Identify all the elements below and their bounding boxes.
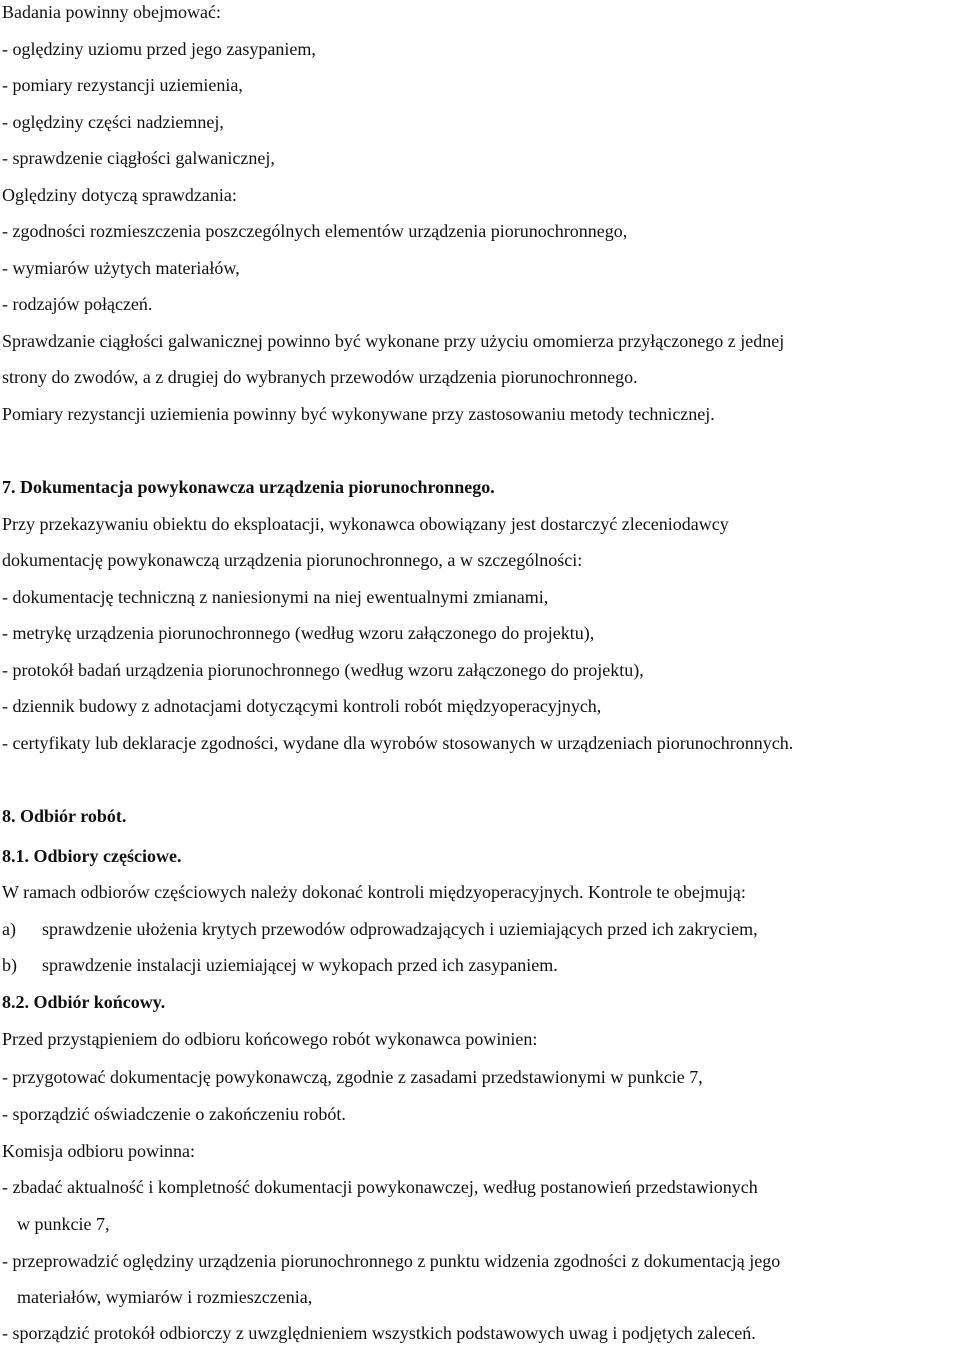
inspection-item: - wymiarów użytych materiałów, xyxy=(2,258,240,278)
commission-item: - sporządzić protokół odbiorczy z uwzględnieniem wszystkich podstawowych uwag i podjętych zaleceń. xyxy=(2,1323,756,1343)
resistance-paragraph: Pomiary rezystancji uziemienia powinny być wykonywane przy zastosowaniu metody technicznej. xyxy=(2,404,715,424)
section-8-1-text: W ramach odbiorów częściowych należy dokonać kontroli międzyoperacyjnych. Kontrole te obejmują: xyxy=(2,882,746,902)
commission-intro: Komisja odbioru powinna: xyxy=(2,1141,195,1161)
inspection-item: - zgodności rozmieszczenia poszczególnych elementów urządzenia piorunochronnego, xyxy=(2,221,628,241)
documentation-item: - dziennik budowy z adnotacjami dotyczącymi kontroli robót międzyoperacyjnych, xyxy=(2,696,602,716)
section-7-heading: 7. Dokumentacja powykonawcza urządzenia piorunochronnego. xyxy=(2,477,495,497)
commission-item: - przeprowadzić oględziny urządzenia piorunochronnego z punktu widzenia zgodności z dokumentacją jego xyxy=(2,1251,781,1271)
inspection-item: - rodzajów połączeń. xyxy=(2,294,153,314)
section-8-2-intro: Przed przystąpieniem do odbioru końcowego robót wykonawca powinien: xyxy=(2,1029,538,1049)
item-text: sprawdzenie instalacji uziemiającej w wykopach przed ich zasypaniem. xyxy=(42,955,558,975)
continuity-paragraph-line: Sprawdzanie ciągłości galwanicznej powinno być wykonane przy użyciu omomierza przyłączonego z jednej xyxy=(2,331,785,351)
partial-acceptance-item xyxy=(2,918,758,940)
survey-item: - oględziny uziomu przed jego zasypaniem, xyxy=(2,39,316,59)
continuity-paragraph-line: strony do zwodów, a z drugiej do wybranych przewodów urządzenia piorunochronnego. xyxy=(2,367,638,387)
documentation-item: - metrykę urządzenia piorunochronnego (według wzoru załączonego do projektu), xyxy=(2,623,595,643)
commission-item-continuation: w punkcie 7, xyxy=(17,1214,110,1234)
commission-item: - zbadać aktualność i kompletność dokumentacji powykonawczej, według postanowień przedstawionych xyxy=(2,1177,758,1197)
survey-item: - oględziny części nadziemnej, xyxy=(2,112,224,132)
section-8-2-heading: 8.2. Odbiór końcowy. xyxy=(2,992,166,1012)
section-7-intro-line: dokumentację powykonawczą urządzenia piorunochronnego, a w szczególności: xyxy=(2,550,583,570)
section-8-heading: 8. Odbiór robót. xyxy=(2,806,127,826)
section-7-intro-line: Przy przekazywaniu obiektu do eksploatacji, wykonawca obowiązany jest dostarczyć zleceniodawcy xyxy=(2,514,729,534)
documentation-item: - protokół badań urządzenia piorunochronnego (według wzoru załączonego do projektu), xyxy=(2,660,644,680)
section-8-1-heading: 8.1. Odbiory częściowe. xyxy=(2,846,182,866)
item-marker: a) xyxy=(2,919,16,939)
survey-item: - pomiary rezystancji uziemienia, xyxy=(2,75,243,95)
survey-item: - sprawdzenie ciągłości galwanicznej, xyxy=(2,148,275,168)
item-text: sprawdzenie ułożenia krytych przewodów odprowadzających i uziemiających przed ich zakryciem, xyxy=(42,919,758,939)
item-marker: b) xyxy=(2,955,17,975)
partial-acceptance-item xyxy=(2,954,558,976)
surveys-intro: Badania powinny obejmować: xyxy=(2,2,221,22)
inspection-intro: Oględziny dotyczą sprawdzania: xyxy=(2,185,237,205)
documentation-item: - dokumentację techniczną z naniesionymi na niej ewentualnymi zmianami, xyxy=(2,587,549,607)
final-acceptance-item: - sporządzić oświadczenie o zakończeniu robót. xyxy=(2,1104,346,1124)
documentation-item: - certyfikaty lub deklaracje zgodności, wydane dla wyrobów stosowanych w urządzeniach piorunochronnych. xyxy=(2,733,794,753)
commission-item-continuation: materiałów, wymiarów i rozmieszczenia, xyxy=(17,1287,313,1307)
final-acceptance-item: - przygotować dokumentację powykonawczą, zgodnie z zasadami przedstawionymi w punkcie 7, xyxy=(2,1067,703,1087)
